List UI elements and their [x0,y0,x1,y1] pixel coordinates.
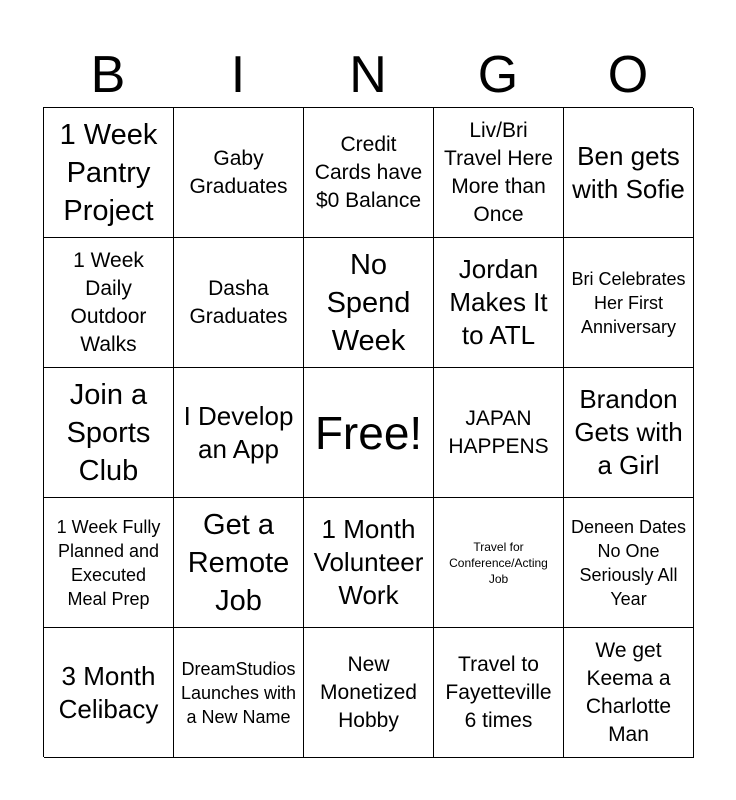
header-letter-g: G [477,46,519,104]
header-letter-o: O [607,46,649,104]
header-letter-i: I [230,46,246,104]
bingo-cell-r2c3[interactable] [304,238,434,368]
cell-label: Ben gets with Sofie [572,140,685,204]
bingo-cell-r3c1[interactable] [44,368,174,498]
cell-label: Liv/Bri Travel Here More than Once [444,118,553,226]
cell-label: 3 Month Celibacy [58,660,159,724]
bingo-cell-r3c4[interactable] [434,368,564,498]
bingo-cell-r3c2[interactable] [174,368,304,498]
bingo-cell-r2c5[interactable] [564,238,694,368]
cell-label: New Monetized Hobby [320,652,417,732]
bingo-cell-r2c4[interactable] [434,238,564,368]
cell-label: I Develop an App [183,400,294,464]
bingo-cell-r1c4[interactable] [434,108,564,238]
bingo-cell-r1c1[interactable] [44,108,174,238]
cell-label: Credit Cards have $0 Balance [314,132,423,212]
bingo-cell-r1c2[interactable] [174,108,304,238]
cell-label: Get a Remote Job [187,508,290,617]
bingo-cell-r2c2[interactable] [174,238,304,368]
cell-label: Brandon Gets with a Girl [574,384,683,480]
bingo-cell-free[interactable] [304,368,434,498]
cell-label: Jordan Makes It to ATL [449,254,548,350]
cell-label: JAPAN HAPPENS [448,406,549,458]
cell-label: Dasha Graduates [189,276,288,328]
bingo-cell-r2c1[interactable] [44,238,174,368]
bingo-cell-r3c5[interactable] [564,368,694,498]
cell-label: Join a Sports Club [66,378,151,487]
free-space-label: Free! [314,406,423,459]
bingo-cell-r5c4[interactable] [434,628,564,758]
cell-label: Travel for Conference/Acting Job [449,539,548,586]
bingo-cell-r1c3[interactable] [304,108,434,238]
bingo-grid [43,107,693,757]
bingo-cell-r4c4[interactable] [434,498,564,628]
bingo-cell-r1c5[interactable] [564,108,694,238]
header-letter-n: N [349,46,387,104]
bingo-cell-r5c2[interactable] [174,628,304,758]
bingo-cell-r5c1[interactable] [44,628,174,758]
bingo-header [43,44,693,106]
cell-label: We get Keema a Charlotte Man [585,638,672,746]
cell-label: 1 Week Daily Outdoor Walks [70,248,147,356]
cell-label: Gaby Graduates [189,146,288,198]
bingo-cell-r5c5[interactable] [564,628,694,758]
bingo-cell-r5c3[interactable] [304,628,434,758]
bingo-cell-r4c3[interactable] [304,498,434,628]
cell-label: No Spend Week [326,248,411,357]
bingo-cell-r4c1[interactable] [44,498,174,628]
cell-label: DreamStudios Launches with a New Name [180,658,297,727]
cell-label: 1 Month Volunteer Work [313,514,424,610]
header-letter-b: B [90,46,126,104]
cell-label: Deneen Dates No One Seriously All Year [570,516,687,609]
cell-label: Travel to Fayetteville 6 times [445,652,552,732]
cell-label: 1 Week Pantry Project [59,118,158,227]
bingo-cell-r4c2[interactable] [174,498,304,628]
cell-label: 1 Week Fully Planned and Executed Meal Prep [56,516,161,609]
bingo-cell-r4c5[interactable] [564,498,694,628]
cell-label: Bri Celebrates Her First Anniversary [571,268,686,337]
